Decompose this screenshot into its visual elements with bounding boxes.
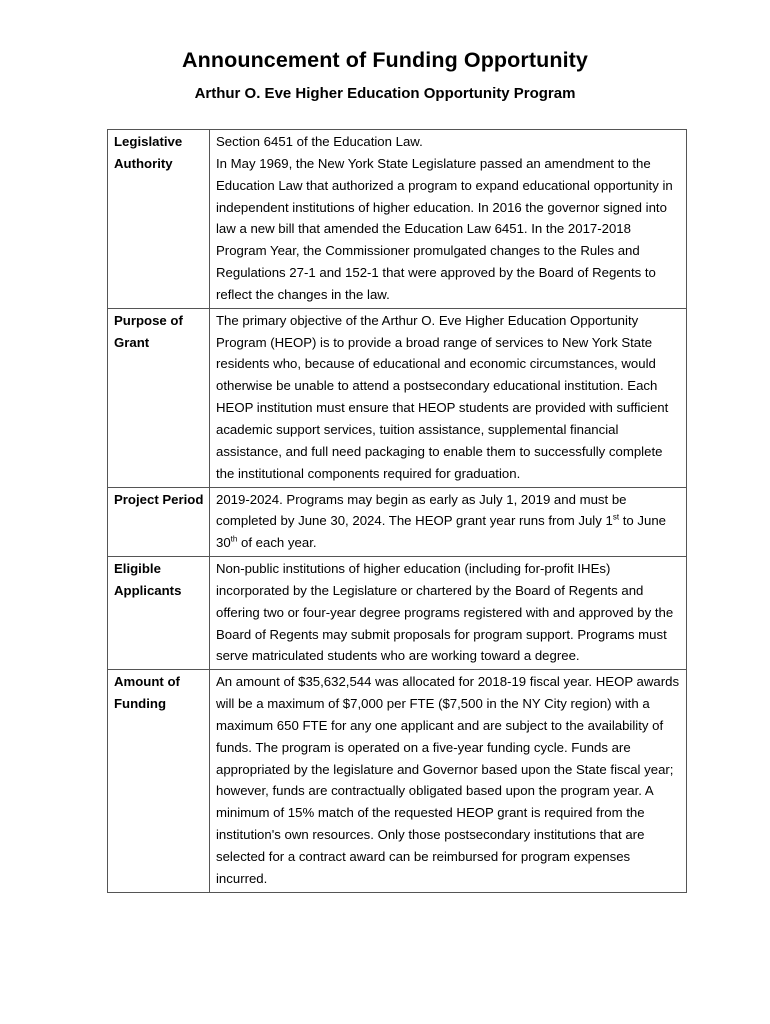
row-value: [210, 130, 687, 309]
table-row-legislative-authority: [108, 130, 687, 309]
row-value: The primary objective of the Arthur O. Eve Higher Education Opportunity Program (HEOP) is to provide a broad range of services to New York State residents who, because of educational and economic circumstances, would otherwise be unable to attend a postsecondary educational institution. Each HEOP institution must ensure that HEOP students are provided with sufficient academic support services, tuition assistance, supplemental financial assistance, and full need packaging to enable them to successfully complete the institutional components required for graduation.: [210, 308, 687, 487]
table-row-eligible-applicants: [108, 557, 687, 670]
table-row-amount-of-funding: [108, 670, 687, 892]
document-title: Announcement of Funding Opportunity: [182, 48, 588, 72]
row-label: Legislative Authority: [108, 130, 210, 309]
period-text-b: to June 30: [216, 513, 666, 551]
row-value: Non-public institutions of higher education (including for-profit IHEs) incorporated by the Legislature or chartered by the Board of Regents and offering two or four-year degree programs registered with and approved by the Board of Regents may submit proposals for program support. Programs must serve matriculated students who are working toward a degree.: [210, 557, 687, 670]
period-sup-b: th: [230, 534, 238, 544]
funding-info-table: [107, 129, 687, 893]
period-text-a: 2019-2024. Programs may begin as early as July 1, 2019 and must be completed by June 30, 2024. The HEOP grant year runs from July 1: [216, 491, 627, 529]
period-text-c: of each year.: [237, 535, 317, 551]
row-value-line-2: In May 1969, the New York State Legislature passed an amendment to the Education Law that authorized a program to expand educational opportunity in independent institutions of higher education. In 2016 the governor signed into law a new bill that amended the Education Law 6451. In the 2017-2018 Program Year, the Commissioner promulgated changes to the Rules and Regulations 27-1 and 152-1 that were approved by the Board of Regents to reflect the changes in the law.: [216, 155, 673, 302]
row-label: Project Period: [108, 487, 210, 557]
row-value: An amount of $35,632,544 was allocated for 2018-19 fiscal year. HEOP awards will be a maximum of $7,000 per FTE ($7,500 in the NY City region) with a maximum 650 FTE for any one applicant and are subject to the availability of funds. The program is operated on a five-year funding cycle. Funds are appropriated by the legislature and Governor based upon the State fiscal year; however, funds are contractually obligated based upon the program year. A minimum of 15% match of the requested HEOP grant is required from the institution's own resources. Only those postsecondary institutions that are selected for a contract award can be reimbursed for program expenses incurred.: [210, 670, 687, 892]
row-value-line-1: Section 6451 of the Education Law.: [216, 134, 423, 149]
table-row-purpose-of-grant: [108, 308, 687, 487]
row-label: Eligible Applicants: [108, 557, 210, 670]
period-sup-a: st: [612, 512, 620, 522]
row-label: Amount of Funding: [108, 670, 210, 892]
table-row-project-period: [108, 487, 687, 557]
row-value: [210, 487, 687, 557]
row-label: Purpose of Grant: [108, 308, 210, 487]
document-subtitle: Arthur O. Eve Higher Education Opportunity Program: [194, 85, 576, 102]
